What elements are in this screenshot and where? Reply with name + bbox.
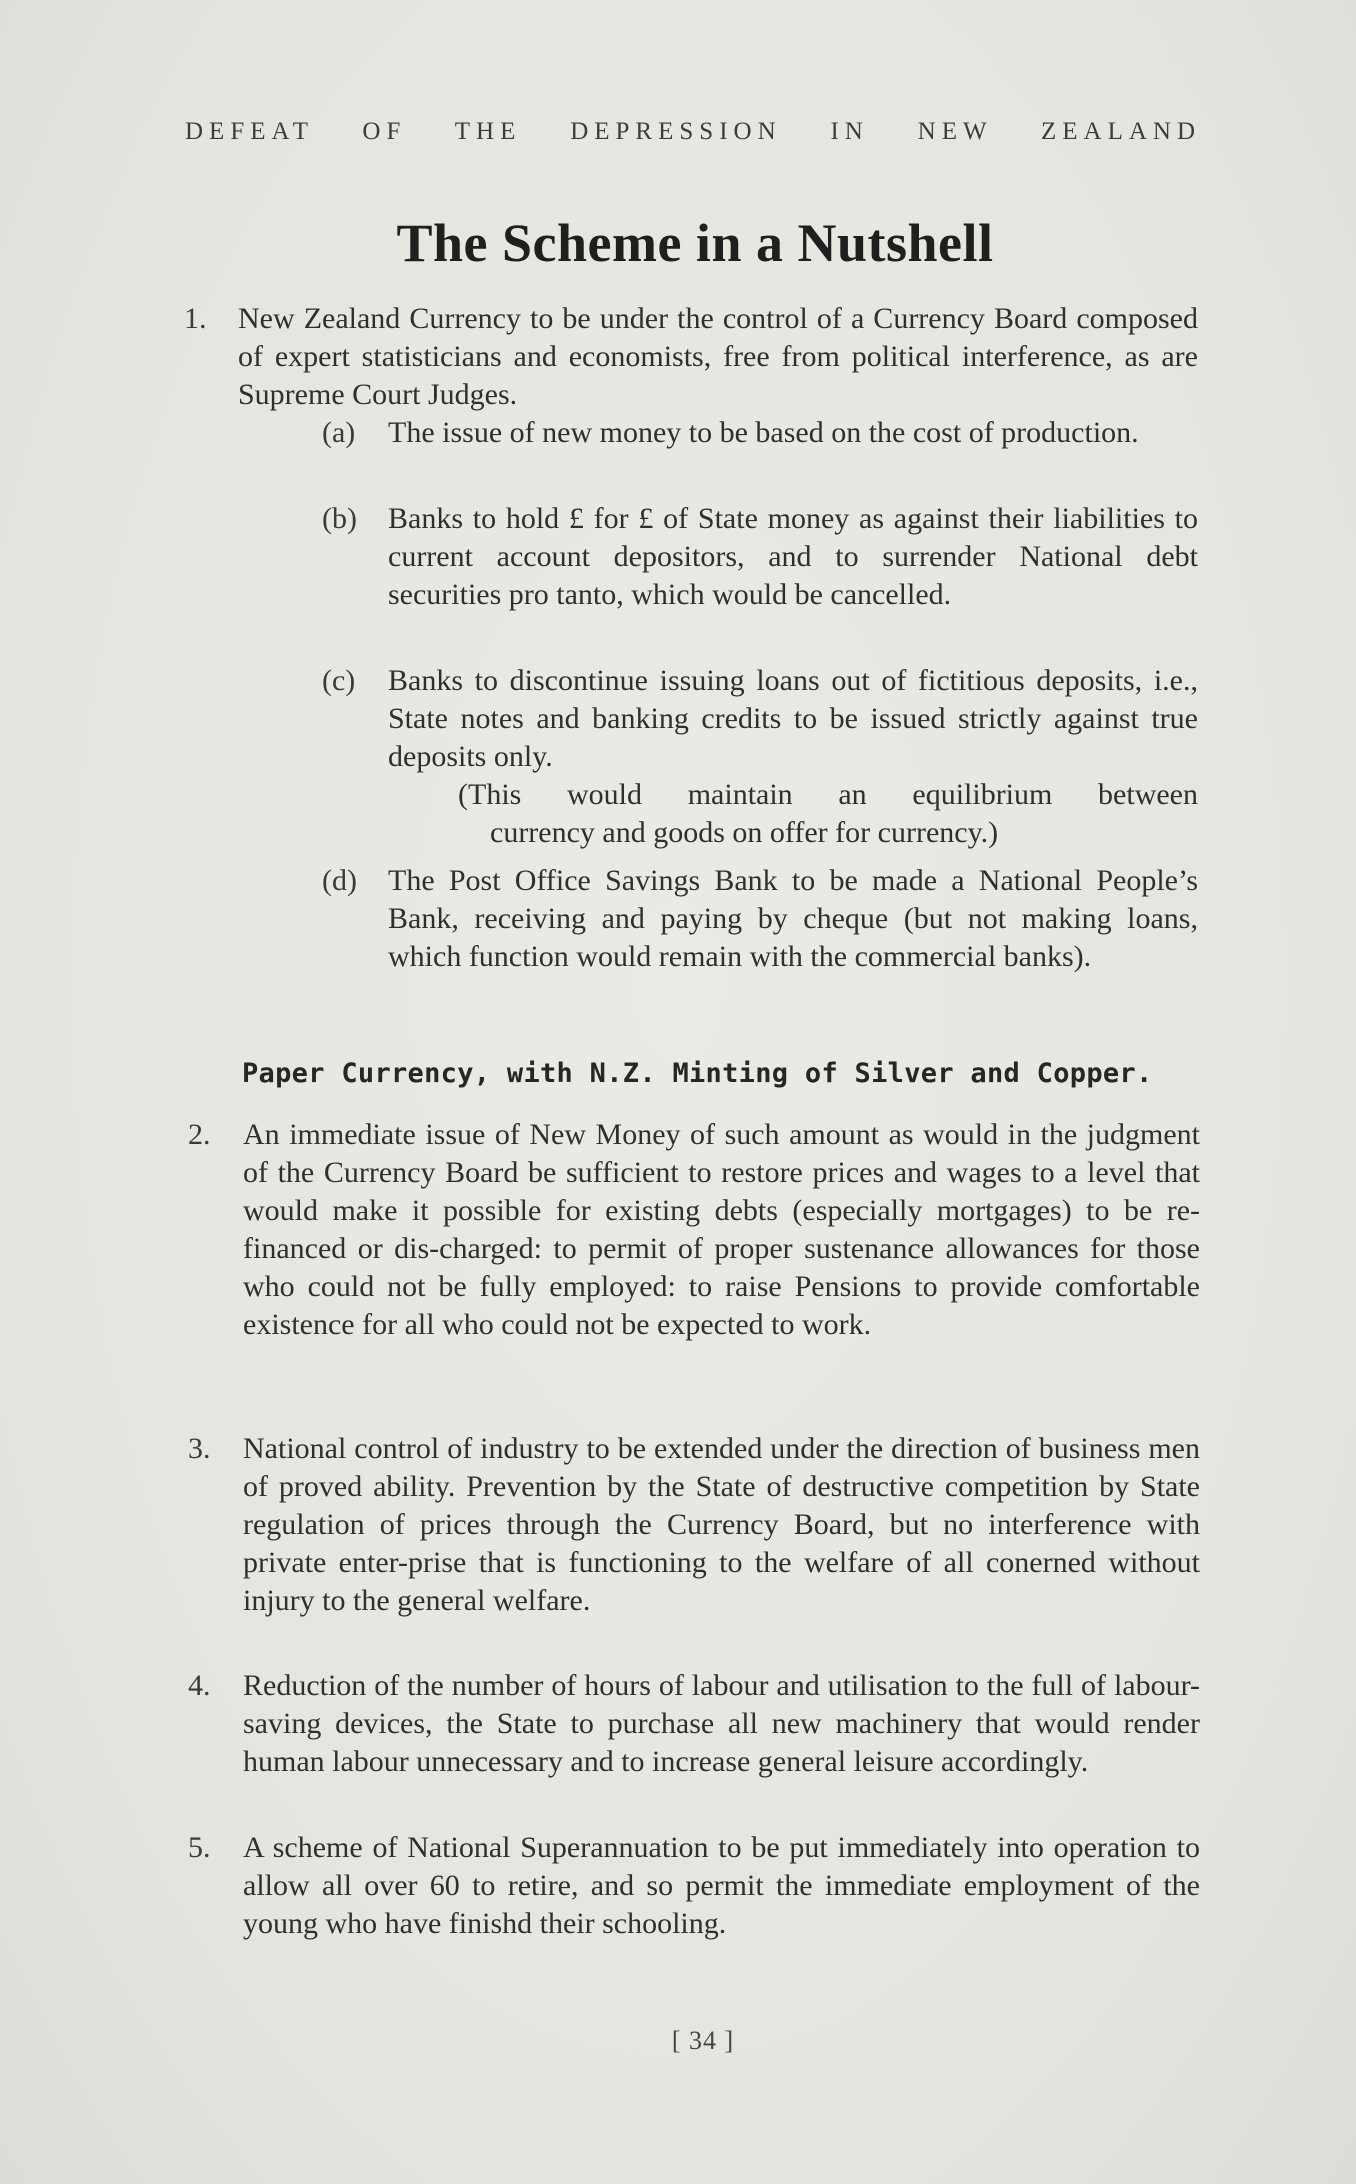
subitem-b-label: (b) [322, 502, 357, 535]
item-3-text: National control of industry to be extended under the direction of business men of proved ability. Prevention by the State of destructive competition by State regulation of prices through the Currency Board, but no interference with private enter-prise that is functioning to the welfare of all conerned without injury to the general welfare. [243, 1432, 1200, 1617]
section-heading: Paper Currency, with N.Z. Minting of Silver and Copper. [242, 1058, 1153, 1089]
subitem-d-label: (d) [322, 864, 357, 897]
subitem-c-note-line1: (This would maintain an equilibrium between [458, 778, 1198, 811]
item-2-text: An immediate issue of New Money of such amount as would in the judgment of the Currency Board be sufficient to restore prices and wages to a level that would make it possible for existing debts (especially mortgages) to be re-financed or dis-charged: to permit of proper sustenance allowances for those who could not be fully employed: to raise Pensions to provide comfortable existence for all who could not be expected to work. [243, 1118, 1200, 1341]
subitem-c-note [458, 776, 1198, 852]
subitem-b-text: Banks to hold £ for £ of State money as against their liabilities to current account depositors, and to surrender National debt securities pro tanto, which would be cancelled. [388, 502, 1198, 611]
item-3-number: 3. [188, 1432, 211, 1465]
item-1-number: 1. [184, 302, 207, 335]
subitem-c-label: (c) [322, 664, 356, 697]
item-4-text: Reduction of the number of hours of labour and utilisation to the full of labour-saving devices, the State to purchase all new machinery that would render human labour unnecessary and to increase general leisure accordingly. [243, 1669, 1200, 1778]
running-head: DEFEAT OF THE DEPRESSION IN NEW ZEALAND [185, 118, 1201, 145]
page-title: The Scheme in a Nutshell [396, 213, 994, 273]
subitem-d-text: The Post Office Savings Bank to be made a National People’s Bank, receiving and paying by cheque (but not making loans, which function would remain with the commercial banks). [388, 864, 1198, 973]
item-5-text: A scheme of National Superannuation to be put immediately into operation to allow all over 60 to retire, and so permit the immediate employment of the young who have finishd their schooling. [243, 1831, 1200, 1940]
item-5-number: 5. [188, 1831, 211, 1864]
subitem-a-text: The issue of new money to be based on the cost of production. [388, 416, 1139, 449]
subitem-c-text: Banks to discontinue issuing loans out of fictitious deposits, i.e., State notes and banking credits to be issued strictly against true deposits only. [388, 664, 1198, 773]
item-2-number: 2. [188, 1118, 211, 1151]
subitem-c-note-line2: currency and goods on offer for currency.) [490, 816, 999, 849]
subitem-a-label: (a) [322, 416, 356, 449]
item-1-text: New Zealand Currency to be under the control of a Currency Board composed of expert statisticians and economists, free from political interference, as are Supreme Court Judges. [238, 302, 1198, 411]
page-number: [ 34 ] [671, 2026, 735, 2055]
item-4-number: 4. [188, 1669, 211, 1702]
